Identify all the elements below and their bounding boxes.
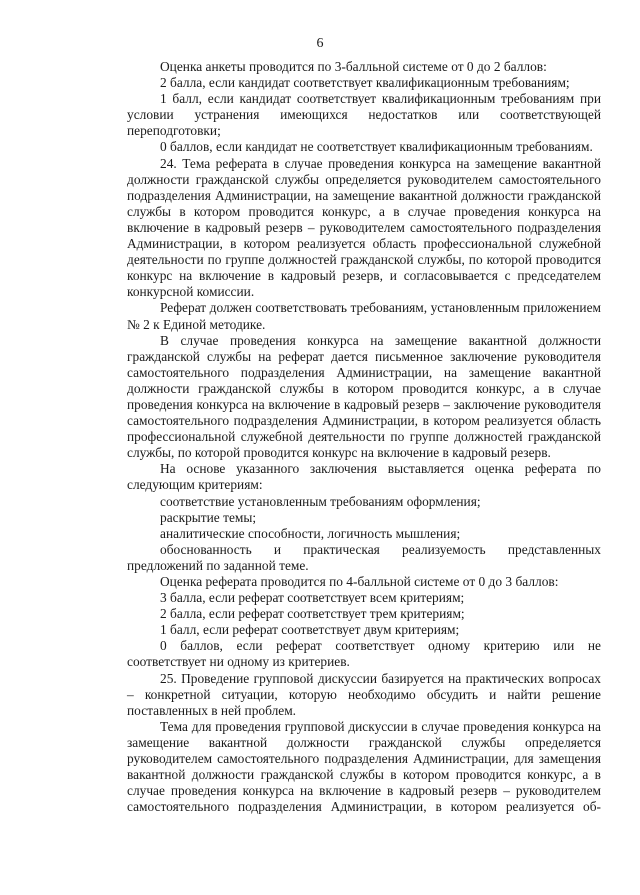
document-body xyxy=(127,59,601,815)
paragraph: На основе указанного заключения выставляется оценка реферата по следующим критериям: xyxy=(127,461,601,493)
list-item: раскрытие темы; xyxy=(160,509,257,525)
list-item: 2 балла, если реферат соответствует трем критериям; xyxy=(160,606,465,622)
paragraph: В случае проведения конкурса на замещение вакантной должности гражданской службы на реферат дается письменное заключение руководителя самостоятельного подразделения Администрации, на замещение вакантной должности гражданской службы в котором проводится конкурс, а в случае проведения конкурса на включение в кадровый резерв – заключение руководителя самостоятельного подразделения Администрации, в котором реализуется область профессиональной служебной деятельности по группе должностей гражданской службы, по которой проводится конкурс на включение в кадровый резерв. xyxy=(127,332,601,461)
paragraph: 24. Тема реферата в случае проведения конкурса на замещение вакантной должности гражданской службы определяется руководителем самостоятельного подразделения Администрации, на замещение вакантной должности гражданской службы в котором проводится конкурс, а в случае проведения конкурса на включение в кадровый резерв – руководителем самостоятельного подразделения Администрации, в котором реализуется область профессиональной служебной деятельности по группе должностей гражданской службы, по которой проводится конкурс на включение в кадровый резерв, и согласовывается с председателем конкурсной комиссии. xyxy=(127,155,601,300)
paragraph: 2 балла, если кандидат соответствует квалификационным требованиям; xyxy=(160,75,570,91)
list-item: 0 баллов, если реферат соответствует одному критерию или не соответствует ни одному из критериев. xyxy=(127,638,601,670)
page-number: 6 xyxy=(316,36,324,51)
list-item: 1 балл, если реферат соответствует двум критериям; xyxy=(160,622,460,638)
paragraph: 25. Проведение групповой дискуссии базируется на практических вопросах – конкретной ситуации, которую необходимо обсудить и найти решение поставленных в ней проблем. xyxy=(127,670,601,718)
paragraph: Тема для проведения групповой дискуссии в случае проведения конкурса на замещение вакантной должности гражданской службы определяется руководителем самостоятельного подразделения Администрации, для замещения вакантной должности гражданской службы в котором проводится конкурс, а в случае проведения конкурса на включение в кадровый резерв – руководителем самостоятельного подразделения Администрации, в котором реализуется об- xyxy=(127,718,601,815)
paragraph: 0 баллов, если кандидат не соответствует квалификационным требованиям. xyxy=(160,139,593,155)
paragraph: Реферат должен соответствовать требованиям, установленным приложением № 2 к Единой методике. xyxy=(127,300,601,332)
paragraph: Оценка анкеты проводится по 3-балльной системе от 0 до 2 баллов: xyxy=(160,59,547,74)
list-item: аналитические способности, логичность мышления; xyxy=(160,525,461,541)
paragraph: Оценка реферата проводится по 4-балльной системе от 0 до 3 баллов: xyxy=(160,574,559,589)
paragraph: 1 балл, если кандидат соответствует квалификационным требованиям при условии устранения имеющихся недостатков или соответствующей переподготовки; xyxy=(127,91,601,139)
list-item: обоснованность и практическая реализуемость представленных предложений по заданной теме. xyxy=(127,541,601,573)
list-item: соответствие установленным требованиям оформления; xyxy=(160,493,481,509)
list-item: 3 балла, если реферат соответствует всем критериям; xyxy=(160,590,465,606)
